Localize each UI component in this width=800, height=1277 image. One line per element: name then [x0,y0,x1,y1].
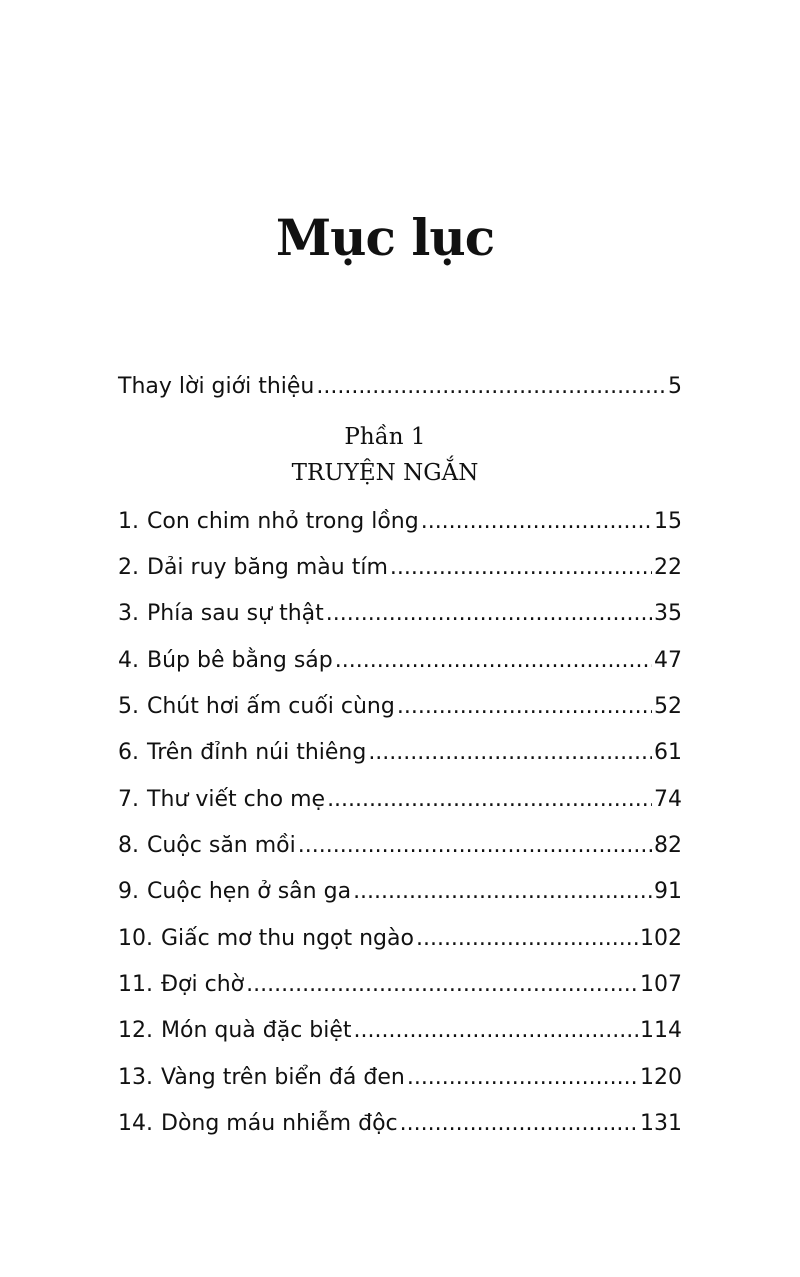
dot-leader [335,646,652,676]
dot-leader [298,831,652,861]
toc-entry-label: Vàng trên biển đá đen [161,1065,405,1090]
toc-entry-number: 10. [118,926,153,951]
toc-entry[interactable] [118,507,682,537]
toc-entry-number: 1. [118,509,139,534]
toc-entry-label: Dòng máu nhiễm độc [161,1111,398,1136]
toc-entry-page: 120 [640,1065,682,1090]
part-heading: Phần 1 [344,424,426,450]
toc-entry-page: 35 [654,601,682,626]
toc-entry[interactable] [118,924,682,954]
toc-entry-label: Trên đỉnh núi thiêng [147,740,367,765]
toc-entry-number: 6. [118,740,139,765]
toc-entry-page: 22 [654,555,682,580]
toc-entry-number: 12. [118,1018,153,1043]
toc-entry-label: Món quà đặc biệt [161,1018,352,1043]
page-title: Mục lục [275,208,495,267]
toc-entry-number: 13. [118,1065,153,1090]
toc-entry-number: 2. [118,555,139,580]
toc-entry-page: 82 [654,833,682,858]
toc-entry[interactable] [118,831,682,861]
toc-entry-page: 61 [654,740,682,765]
toc-entry[interactable] [118,599,682,629]
toc-entry-label: Đợi chờ [161,972,245,997]
toc-entry[interactable] [118,738,682,768]
toc-entry-number: 3. [118,601,139,626]
dot-leader [354,1016,638,1046]
toc-entry-label: Giấc mơ thu ngọt ngào [161,926,414,951]
toc-entry-label: Búp bê bằng sáp [147,648,333,673]
toc-entry-number: 5. [118,694,139,719]
dot-leader [327,785,652,815]
dot-leader [353,877,652,907]
toc-entry-number: 4. [118,648,139,673]
toc-entry-page: 47 [654,648,682,673]
toc-entry-page: 91 [654,879,682,904]
toc-entry-page: 107 [640,972,682,997]
toc-entry[interactable] [118,970,682,1000]
toc-entry[interactable] [118,1109,682,1139]
toc-entry-number: 14. [118,1111,153,1136]
dot-leader [397,692,652,722]
toc-entry-number: 8. [118,833,139,858]
toc-entry-page: 74 [654,787,682,812]
toc-entry-number: 9. [118,879,139,904]
toc-entry[interactable] [118,877,682,907]
toc-entry-number: 7. [118,787,139,812]
toc-entry-label: Thay lời giới thiệu [118,374,315,399]
toc-entry[interactable] [118,785,682,815]
dot-leader [421,507,652,537]
dot-leader [368,738,652,768]
toc-entry-page: 5 [668,374,682,399]
toc-entry-number: 11. [118,972,153,997]
dot-leader [246,970,638,1000]
toc-entry-label: Chút hơi ấm cuối cùng [147,694,395,719]
toc-entry-label: Con chim nhỏ trong lồng [147,509,419,534]
dot-leader [407,1063,638,1093]
dot-leader [416,924,638,954]
dot-leader [326,599,652,629]
toc-entry-label: Dải ruy băng màu tím [147,555,388,580]
toc-entry-page: 102 [640,926,682,951]
dot-leader [390,553,652,583]
toc-entry[interactable] [118,1016,682,1046]
dot-leader [316,372,666,402]
toc-entry-page: 114 [640,1018,682,1043]
toc-entry[interactable] [118,646,682,676]
toc-entry[interactable] [118,553,682,583]
toc-entry-page: 15 [654,509,682,534]
toc-entry[interactable] [118,692,682,722]
toc-entry-label: Thư viết cho mẹ [147,787,326,812]
toc-entry[interactable] [118,1063,682,1093]
toc-entry-intro[interactable] [118,372,682,402]
dot-leader [400,1109,638,1139]
toc-entry-page: 131 [640,1111,682,1136]
toc-entry-label: Phía sau sự thật [147,601,324,626]
toc-entry-label: Cuộc hẹn ở sân ga [147,879,352,904]
part-subtitle: TRUYỆN NGẮN [291,460,479,486]
toc-entry-page: 52 [654,694,682,719]
toc-entry-label: Cuộc săn mồi [147,833,296,858]
